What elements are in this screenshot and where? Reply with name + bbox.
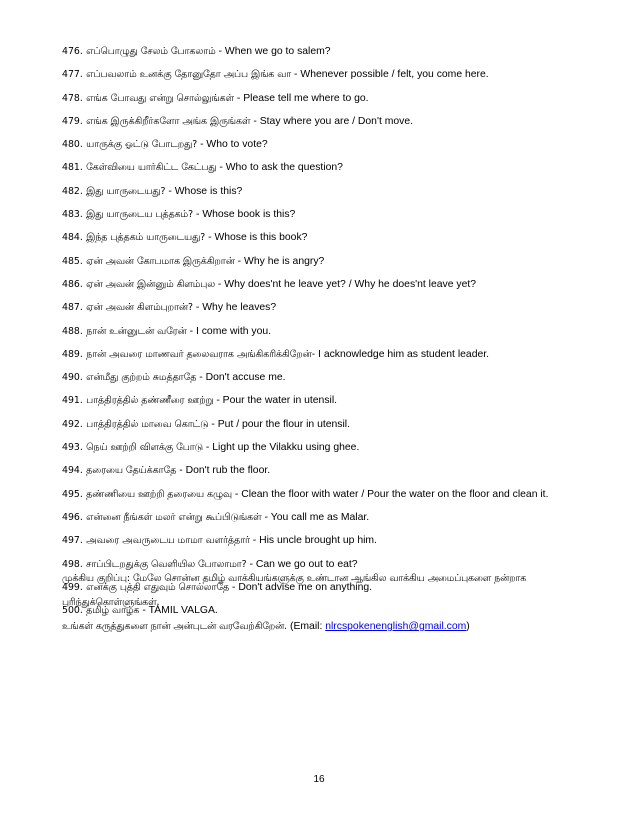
list-item (62, 459, 622, 482)
tamil-sentence: ஏன் அவன் கிளம்புறான்? (86, 302, 193, 314)
list-item (62, 483, 622, 506)
tamil-sentence: எங்க இருக்கிறீர்களோ அங்க இருங்கள் (86, 115, 251, 127)
entry-number: 480. (62, 139, 83, 151)
list-item (62, 343, 622, 366)
separator: - (234, 92, 244, 104)
english-translation: Whose is this? (174, 185, 243, 197)
list-item (62, 110, 622, 133)
english-translation: Don't advise me on anything. (238, 581, 373, 593)
english-translation: Whose is this book? (214, 232, 308, 244)
separator: - (205, 232, 215, 244)
entry-number: 484. (62, 232, 83, 244)
english-translation: You call me as Malar. (270, 511, 370, 523)
note-line-1: முக்கிய குறிப்பு: மேலே சொன்ன தமிழ் வாக்கியங்களுக்கு உண்டான ஆங்கில வாக்கிய அமைப்புகளை நன்றாக புரிந்துக்கொள்ளுங்கள், (62, 573, 527, 608)
separator: - (193, 302, 203, 314)
separator: - (261, 511, 271, 523)
tamil-sentence: எப்பவலாம் உனக்கு தோனுதோ அப்ப இங்க வா (86, 69, 292, 81)
english-translation: Whenever possible / felt, you come here. (300, 69, 489, 81)
separator: - (186, 325, 196, 337)
note-line-2: உங்கள் கருத்துகளை நான் அன்புடன் வரவேற்கிறேன். (62, 621, 288, 632)
separator: - (246, 558, 256, 570)
entry-number: 490. (62, 372, 83, 384)
entry-number: 489. (62, 348, 83, 360)
tamil-sentence: நெய் ஊற்றி விளக்கு போடு (86, 442, 203, 454)
english-translation: Pour the water in utensil. (222, 395, 338, 407)
entry-number: 492. (62, 418, 83, 430)
entry-number: 483. (62, 209, 83, 221)
english-translation: Clean the floor with water / Pour the water on the floor and clean it. (241, 488, 549, 500)
separator: - (213, 395, 223, 407)
separator: - (197, 139, 207, 151)
english-translation: Light up the Vilakku using ghee. (212, 442, 360, 454)
tamil-sentence: இது யாருடையது? (86, 185, 166, 197)
entry-number: 481. (62, 162, 83, 174)
english-translation: Who to vote? (206, 139, 268, 151)
list-item (62, 389, 622, 412)
entry-number: 493. (62, 442, 83, 454)
english-translation: Please tell me where to go. (243, 92, 369, 104)
entry-number: 496. (62, 511, 83, 523)
tamil-sentence: தமிழ் வாழ்க (86, 605, 140, 617)
tamil-sentence: அவரை அவருடைய மாமா வளர்த்தார் (86, 535, 250, 547)
separator: - (196, 372, 206, 384)
list-item (62, 436, 622, 459)
english-translation: Don't rub the floor. (185, 465, 271, 477)
tamil-sentence: இது யாருடைய புத்தகம்? (86, 209, 194, 221)
entry-number: 497. (62, 535, 83, 547)
list-item (62, 273, 622, 296)
separator: - (249, 535, 260, 547)
tamil-sentence: பாத்திரத்தில் மாவை கொட்டு (86, 418, 209, 430)
tamil-sentence: பாத்திரத்தில் தண்ணீரை ஊற்று (86, 395, 214, 407)
email-suffix: ) (466, 621, 470, 632)
entry-number: 478. (62, 92, 83, 104)
list-item (62, 156, 622, 179)
tamil-sentence: இந்த புத்தகம் யாருடையது? (86, 232, 206, 244)
tamil-sentence: தரையை தேய்க்காதே (86, 465, 177, 477)
english-translation: Whose book is this? (202, 209, 296, 221)
entry-number: 498. (62, 558, 83, 570)
tamil-sentence: கேள்வியை யார்கிட்ட கேட்பது (86, 162, 217, 174)
separator: - (234, 255, 245, 267)
separator: - (176, 465, 186, 477)
list-item (62, 529, 622, 552)
list-item (62, 366, 622, 389)
tamil-sentence: ஏன் அவன் கோபமாக இருக்கிறான் (86, 255, 235, 267)
list-item (62, 296, 622, 319)
english-translation: TAMIL VALGA. (148, 605, 218, 617)
list-item (62, 320, 622, 343)
separator: - (165, 185, 175, 197)
tamil-sentence: எனக்கு புத்தி எதுவும் சொல்லாதே (86, 581, 230, 593)
tamil-sentence: எங்க போவது என்று சொல்லுங்கள் (86, 92, 234, 104)
entry-number: 477. (62, 69, 83, 81)
separator: - (229, 581, 239, 593)
email-link[interactable]: nlrcspokenenglish@gmail.com (325, 621, 467, 632)
entry-number: 486. (62, 278, 83, 290)
english-translation: His uncle brought up him. (259, 535, 377, 547)
separator: - (139, 605, 149, 617)
entry-number: 485. (62, 255, 83, 267)
separator: - (208, 418, 218, 430)
page-number: 16 (313, 774, 325, 785)
entry-number: 499. (62, 581, 83, 593)
tamil-sentence: எப்பொழுது சேலம் போகலாம் (86, 46, 216, 57)
separator: - (215, 278, 225, 290)
list-item (62, 63, 622, 86)
list-item (62, 250, 622, 273)
list-item (62, 203, 622, 226)
entry-number: 487. (62, 302, 83, 314)
english-translation: I come with you. (195, 325, 272, 337)
english-translation: Don't accuse me. (205, 372, 286, 384)
separator: - (231, 488, 242, 500)
entry-number: 495. (62, 488, 83, 500)
english-translation: Who to ask the question? (225, 162, 343, 174)
list-item (62, 133, 622, 156)
sentence-list (62, 40, 622, 622)
entry-number: 476. (62, 46, 83, 57)
english-translation: Stay where you are / Don't move. (259, 115, 414, 127)
tamil-sentence: தண்ணியை ஊற்றி தரையை கழுவு (86, 488, 232, 500)
tamil-sentence: நான் அவரை மாணவர் தலைவராக அங்கிகரிக்கிறேன்- (86, 348, 316, 360)
list-item (62, 506, 622, 529)
entry-number: 494. (62, 465, 83, 477)
entry-number: 491. (62, 395, 83, 407)
tamil-sentence: என்மீது குற்றம் சுமத்தாதே (86, 372, 197, 384)
list-item (62, 226, 622, 249)
tamil-sentence: ஏன் அவன் இன்னும் கிளம்புல (86, 278, 216, 290)
separator: - (216, 162, 226, 174)
entry-number: 500. (62, 605, 83, 617)
english-translation: I acknowledge him as student leader. (318, 348, 490, 360)
english-translation: Put / pour the flour in utensil. (217, 418, 351, 430)
tamil-sentence: யாருக்கு ஓட்டு போடறது? (86, 139, 198, 151)
list-item (62, 180, 622, 203)
english-translation: Why he leaves? (202, 302, 277, 314)
entry-number: 482. (62, 185, 83, 197)
entry-number: 488. (62, 325, 83, 337)
english-translation: Why he is angry? (244, 255, 325, 267)
english-translation: Why does'nt he leave yet? / Why he does'nt leave yet? (224, 278, 477, 290)
english-translation: When we go to salem? (224, 46, 331, 57)
separator: - (215, 46, 225, 57)
email-prefix: (Email: (287, 621, 326, 632)
separator: - (250, 115, 260, 127)
separator: - (291, 69, 301, 81)
english-translation: Can we go out to eat? (255, 558, 358, 570)
important-note (62, 567, 622, 639)
tamil-sentence: சாப்பிடறதுக்கு வெளியில போலாமா? (86, 558, 247, 570)
separator: - (203, 442, 213, 454)
list-item (62, 40, 622, 63)
separator: - (193, 209, 203, 221)
tamil-sentence: நான் உன்னுடன் வரேன் (86, 325, 187, 337)
tamil-sentence: என்னை நீங்கள் மலர் என்று கூப்பிடுங்கள் (86, 511, 262, 523)
list-item (62, 413, 622, 436)
list-item (62, 87, 622, 110)
entry-number: 479. (62, 115, 83, 127)
